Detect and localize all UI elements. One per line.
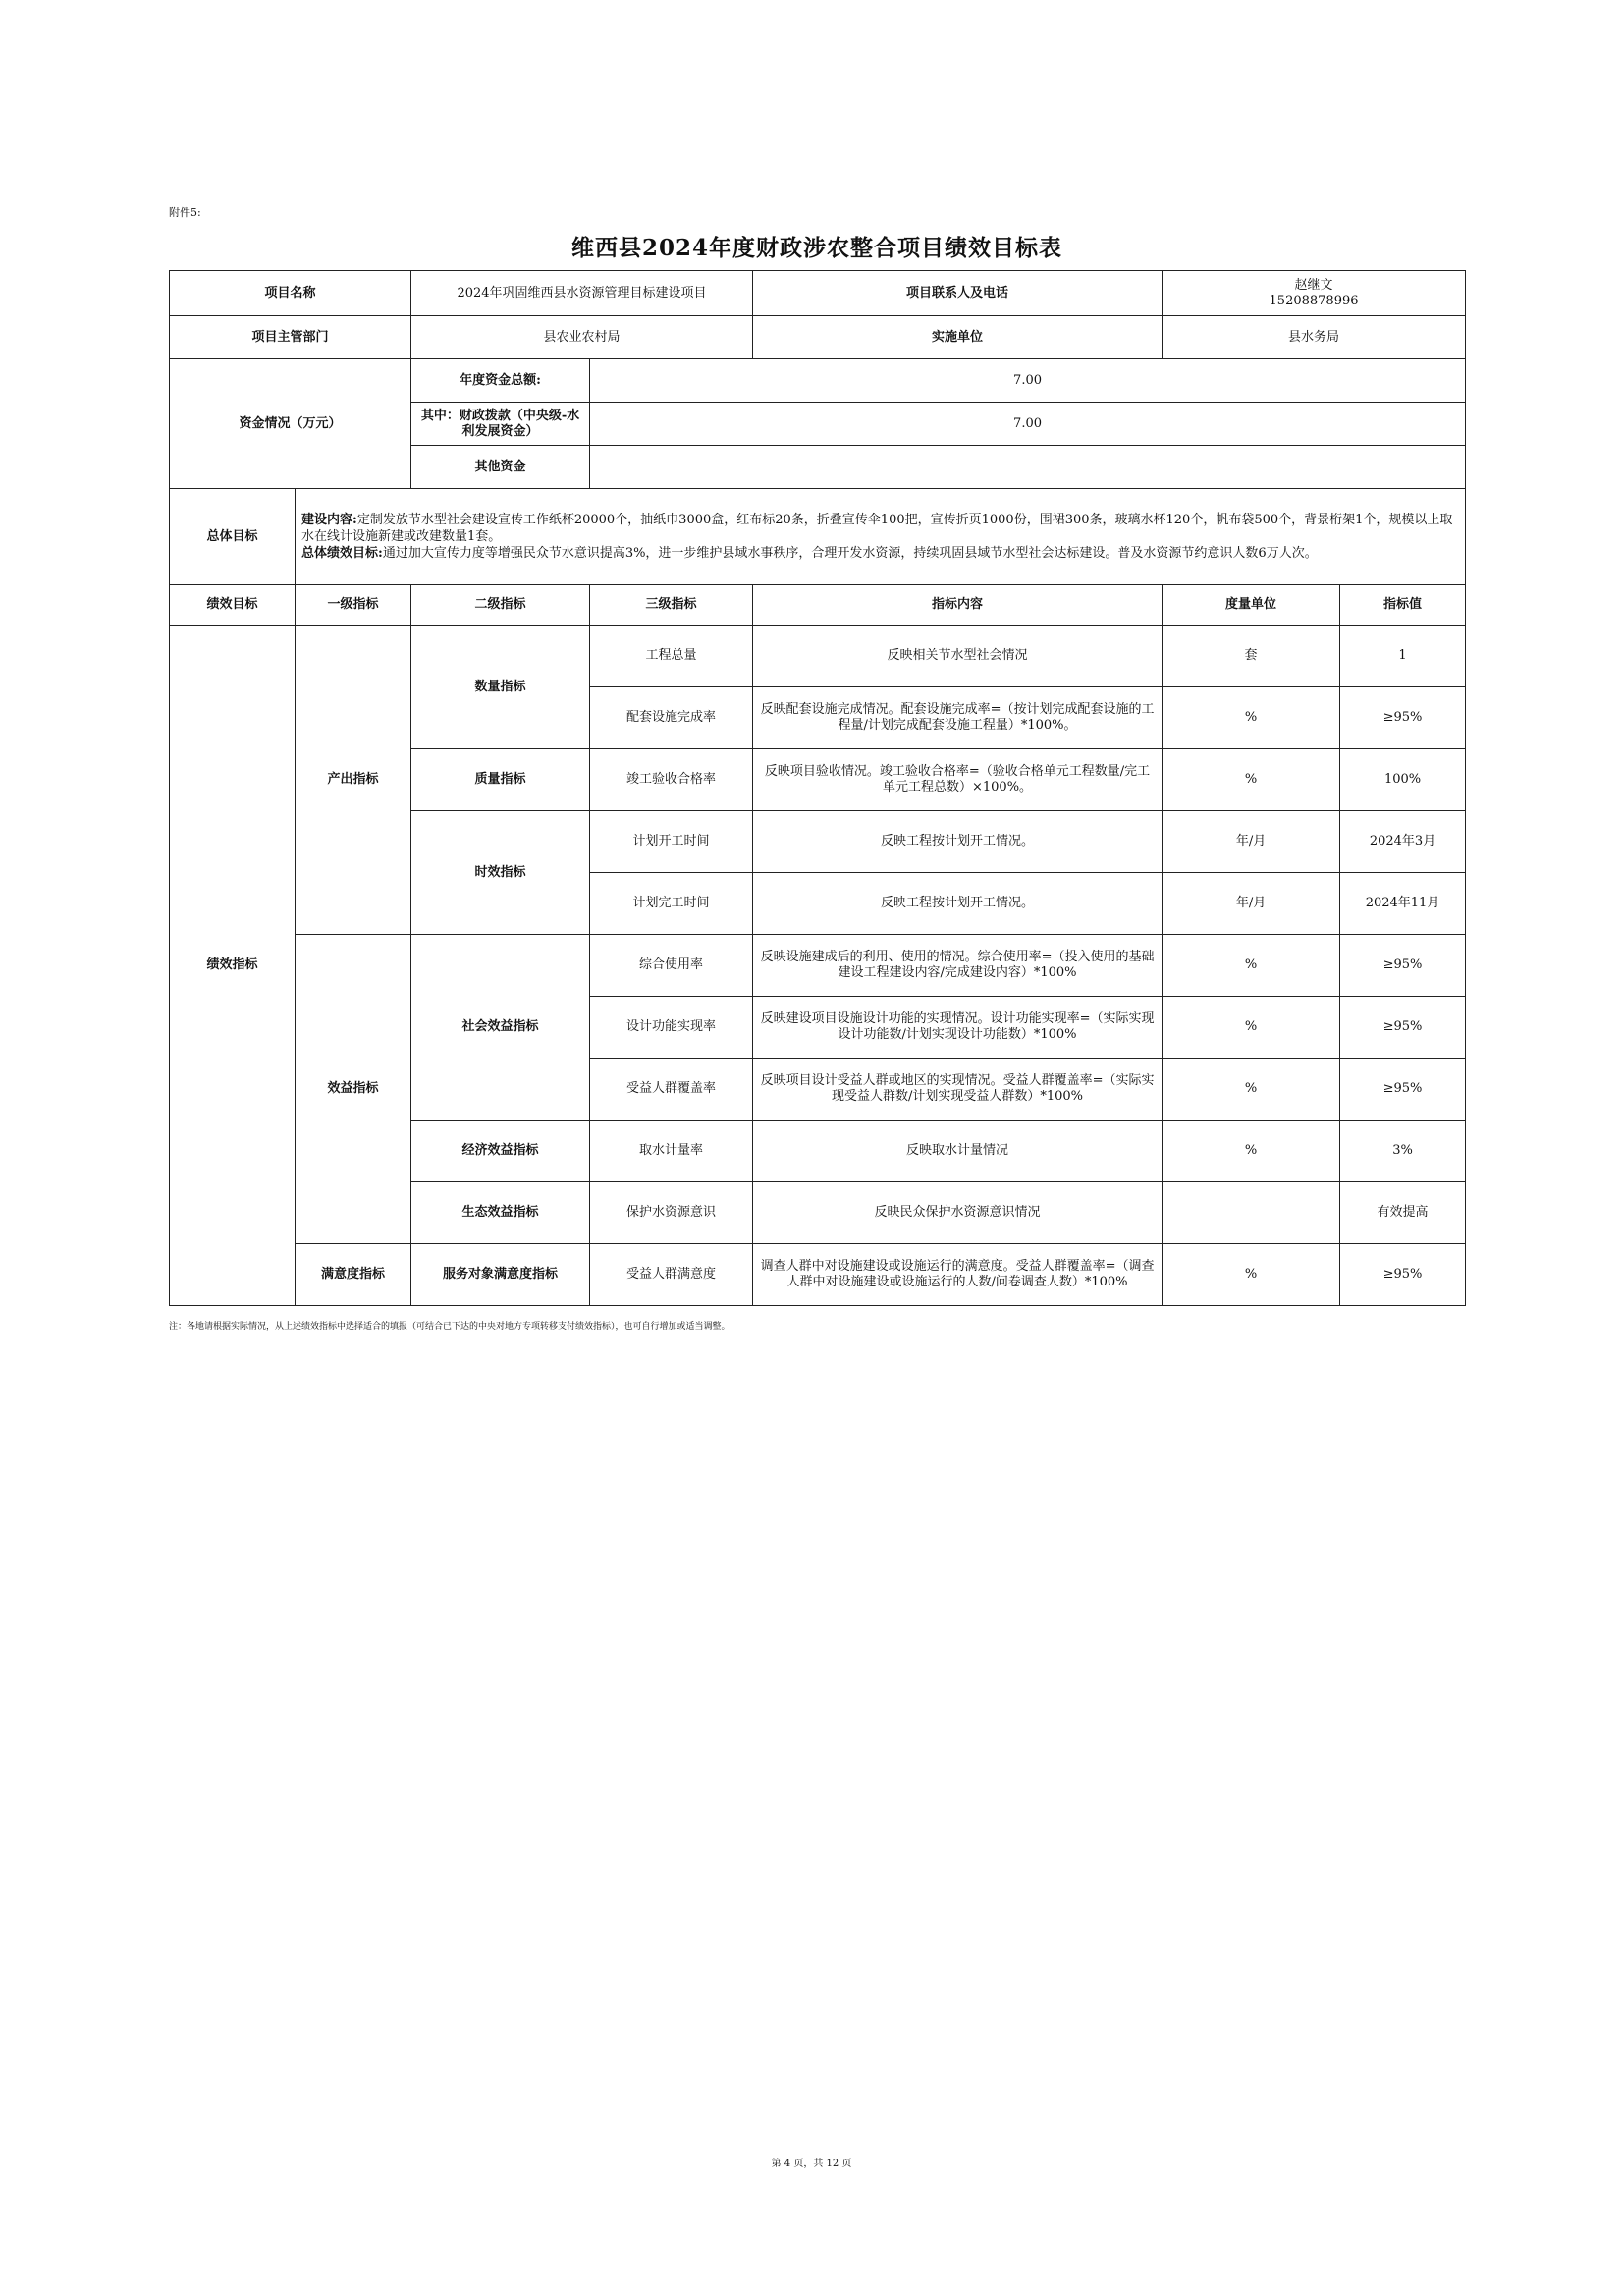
perf-label: 绩效指标 [170, 626, 296, 1306]
indicator-unit: % [1163, 749, 1340, 811]
header-row [170, 585, 1466, 626]
contact-label: 项目联系人及电话 [753, 271, 1163, 316]
header-unit: 度量单位 [1163, 585, 1340, 626]
footnote: 注：各地请根据实际情况，从上述绩效指标中选择适合的填报（可结合已下达的中央对地方专项转移支付绩效指标），也可自行增加或适当调整。 [169, 1322, 730, 1332]
indicator-name: 取水计量率 [590, 1121, 753, 1182]
funds-other-value [590, 446, 1466, 489]
indicator-value: ≥95% [1340, 935, 1466, 997]
performance-table [169, 270, 1466, 1306]
indicator-unit: % [1163, 687, 1340, 749]
indicator-unit: % [1163, 1121, 1340, 1182]
project-name-label: 项目名称 [170, 271, 411, 316]
group-satisfaction: 满意度指标 [296, 1244, 411, 1306]
indicator-name: 计划完工时间 [590, 873, 753, 935]
document-title: 维西县2024年度财政涉农整合项目绩效目标表 [570, 235, 1062, 261]
indicator-content: 反映工程按计划开工情况。 [753, 873, 1163, 935]
construction-label: 建设内容: [301, 513, 357, 527]
overall-goal-text: 通过加大宣传力度等增强民众节水意识提高3%，进一步维护县域水事秩序，合理开发水资源，持续巩固县域节水型社会达标建设。普及水资源节约意识人数6万人次。 [382, 546, 1318, 561]
indicator-name: 受益人群满意度 [590, 1244, 753, 1306]
page-number: 第 4 页，共 12 页 [771, 2159, 852, 2169]
table-row [170, 935, 1466, 997]
funds-other-label: 其他资金 [411, 446, 590, 489]
group-service: 服务对象满意度指标 [411, 1244, 590, 1306]
table-row [170, 1244, 1466, 1306]
funds-fiscal-value: 7.00 [590, 403, 1466, 446]
indicator-content: 反映民众保护水资源意识情况 [753, 1182, 1163, 1244]
dept-value: 县农业农村局 [411, 316, 753, 359]
overall-content [296, 489, 1466, 585]
group-economic: 经济效益指标 [411, 1121, 590, 1182]
group-ecological: 生态效益指标 [411, 1182, 590, 1244]
header-level3: 三级指标 [590, 585, 753, 626]
impl-label: 实施单位 [753, 316, 1163, 359]
group-timeliness: 时效指标 [411, 811, 590, 935]
funds-fiscal-label: 其中：财政拨款（中央级-水利发展资金） [411, 403, 590, 446]
header-level2: 二级指标 [411, 585, 590, 626]
indicator-content: 反映工程按计划开工情况。 [753, 811, 1163, 873]
indicator-value: ≥95% [1340, 1244, 1466, 1306]
indicator-unit: % [1163, 997, 1340, 1059]
indicator-unit: % [1163, 1059, 1340, 1121]
funds-total-value: 7.00 [590, 359, 1466, 403]
indicator-name: 综合使用率 [590, 935, 753, 997]
contact-phone: 15208878996 [1269, 293, 1359, 308]
indicator-unit [1163, 1182, 1340, 1244]
attachment-label: 附件5: [169, 206, 201, 219]
indicator-content: 反映项目验收情况。竣工验收合格率=（验收合格单元工程数量/完工单元工程总数）×100%。 [753, 749, 1163, 811]
indicator-name: 配套设施完成率 [590, 687, 753, 749]
dept-label: 项目主管部门 [170, 316, 411, 359]
indicator-unit: 年/月 [1163, 873, 1340, 935]
indicator-value: 2024年3月 [1340, 811, 1466, 873]
project-name-row [170, 271, 1466, 316]
header-value: 指标值 [1340, 585, 1466, 626]
group-social: 社会效益指标 [411, 935, 590, 1121]
indicator-content: 反映设施建成后的利用、使用的情况。综合使用率=（投入使用的基础建设工程建设内容/完成建设内容）*100% [753, 935, 1163, 997]
funds-total-label: 年度资金总额: [411, 359, 590, 403]
indicator-value: 2024年11月 [1340, 873, 1466, 935]
table-row [170, 626, 1466, 687]
overall-goal [301, 545, 1459, 562]
contact-name: 赵继文 [1294, 277, 1333, 293]
indicator-value: 3% [1340, 1121, 1466, 1182]
indicator-name: 保护水资源意识 [590, 1182, 753, 1244]
indicator-unit: % [1163, 935, 1340, 997]
indicator-content: 调查人群中对设施建设或设施运行的满意度。受益人群覆盖率=（调查人群中对设施建设或设施运行的人数/问卷调查人数）*100% [753, 1244, 1163, 1306]
indicator-content: 反映建设项目设施设计功能的实现情况。设计功能实现率=（实际实现设计功能数/计划实现设计功能数）*100% [753, 997, 1163, 1059]
group-output: 产出指标 [296, 626, 411, 935]
dept-row [170, 316, 1466, 359]
indicator-name: 设计功能实现率 [590, 997, 753, 1059]
indicator-value: ≥95% [1340, 1059, 1466, 1121]
funds-total-row [170, 359, 1466, 403]
indicator-name: 竣工验收合格率 [590, 749, 753, 811]
group-benefit: 效益指标 [296, 935, 411, 1244]
indicator-unit: 年/月 [1163, 811, 1340, 873]
indicator-content: 反映配套设施完成情况。配套设施完成率=（按计划完成配套设施的工程量/计划完成配套设施工程量）*100%。 [753, 687, 1163, 749]
indicator-unit: 套 [1163, 626, 1340, 687]
group-quality: 质量指标 [411, 749, 590, 811]
indicator-value: ≥95% [1340, 997, 1466, 1059]
overall-goal-label: 总体绩效目标: [301, 546, 383, 561]
header-level1: 一级指标 [296, 585, 411, 626]
indicator-name: 受益人群覆盖率 [590, 1059, 753, 1121]
indicator-content: 反映相关节水型社会情况 [753, 626, 1163, 687]
indicator-name: 工程总量 [590, 626, 753, 687]
group-quantity: 数量指标 [411, 626, 590, 749]
overall-row [170, 489, 1466, 585]
overall-label: 总体目标 [170, 489, 296, 585]
indicator-value: 有效提高 [1340, 1182, 1466, 1244]
header-content: 指标内容 [753, 585, 1163, 626]
funds-label: 资金情况（万元） [170, 359, 411, 489]
contact-cell [1163, 271, 1466, 316]
construction-text: 定制发放节水型社会建设宣传工作纸杯20000个，抽纸巾3000盒，红布标20条，折叠宣传伞100把，宣传折页1000份，围裙300条，玻璃水杯120个，帆布袋500个，背景桁架1个，规模以上取水在线计设施新建或改建数量1套。 [301, 513, 1453, 544]
indicator-content: 反映项目设计受益人群或地区的实现情况。受益人群覆盖率=（实际实现受益人群数/计划实现受益人群数）*100% [753, 1059, 1163, 1121]
header-perf-goal: 绩效目标 [170, 585, 296, 626]
indicator-value: ≥95% [1340, 687, 1466, 749]
indicator-name: 计划开工时间 [590, 811, 753, 873]
project-name-value: 2024年巩固维西县水资源管理目标建设项目 [411, 271, 753, 316]
construction-content [301, 512, 1459, 545]
indicator-value: 1 [1340, 626, 1466, 687]
impl-value: 县水务局 [1163, 316, 1466, 359]
indicator-content: 反映取水计量情况 [753, 1121, 1163, 1182]
indicator-value: 100% [1340, 749, 1466, 811]
indicator-unit: % [1163, 1244, 1340, 1306]
